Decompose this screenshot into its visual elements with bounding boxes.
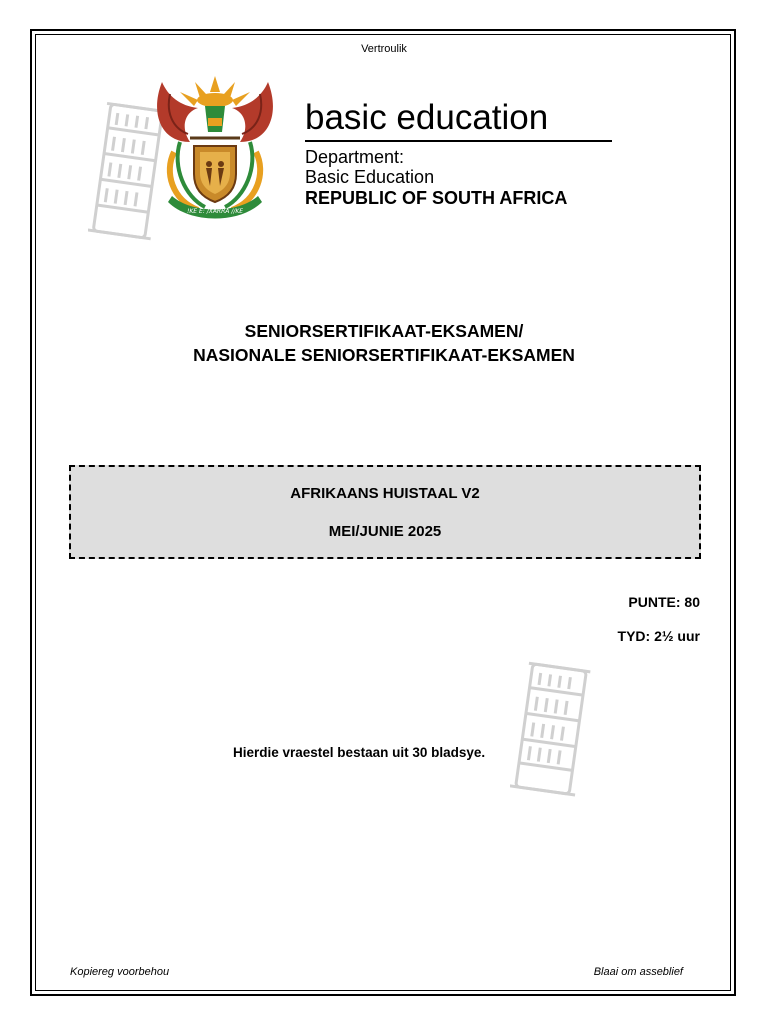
subject-box	[69, 465, 701, 559]
logo-basic-education: Basic Education	[305, 167, 435, 187]
exam-session: MEI/JUNIE 2025	[328, 523, 442, 540]
time-label: TYD: 2½ uur	[617, 628, 700, 644]
crest-motto: !KE E: /XARRA //KE	[186, 208, 244, 215]
marks-label: PUNTE: 80	[628, 594, 700, 610]
exam-title-line1: SENIORSERTIFIKAAT-EKSAMEN/	[244, 321, 524, 341]
subject-name: AFRIKAANS HUISTAAL V2	[290, 485, 480, 502]
coat-of-arms-icon	[150, 72, 280, 224]
copyright-footer: Kopiereg voorbehou	[70, 966, 170, 978]
logo-republic: REPUBLIC OF SOUTH AFRICA	[305, 188, 568, 208]
page-count-note: Hierdie vraestel bestaan uit 30 bladsye.	[233, 745, 486, 760]
exam-title-line2: NASIONALE SENIORSERTIFIKAAT-EKSAMEN	[193, 345, 575, 365]
logo-department: Department:	[305, 147, 405, 167]
logo-divider	[305, 140, 612, 142]
confidential-label: Vertroulik	[361, 43, 407, 55]
exam-title	[0, 319, 768, 367]
logo-title: basic education	[305, 98, 549, 137]
tower-watermark-icon	[510, 655, 592, 803]
turn-over-footer: Blaai om asseblief	[593, 966, 683, 978]
